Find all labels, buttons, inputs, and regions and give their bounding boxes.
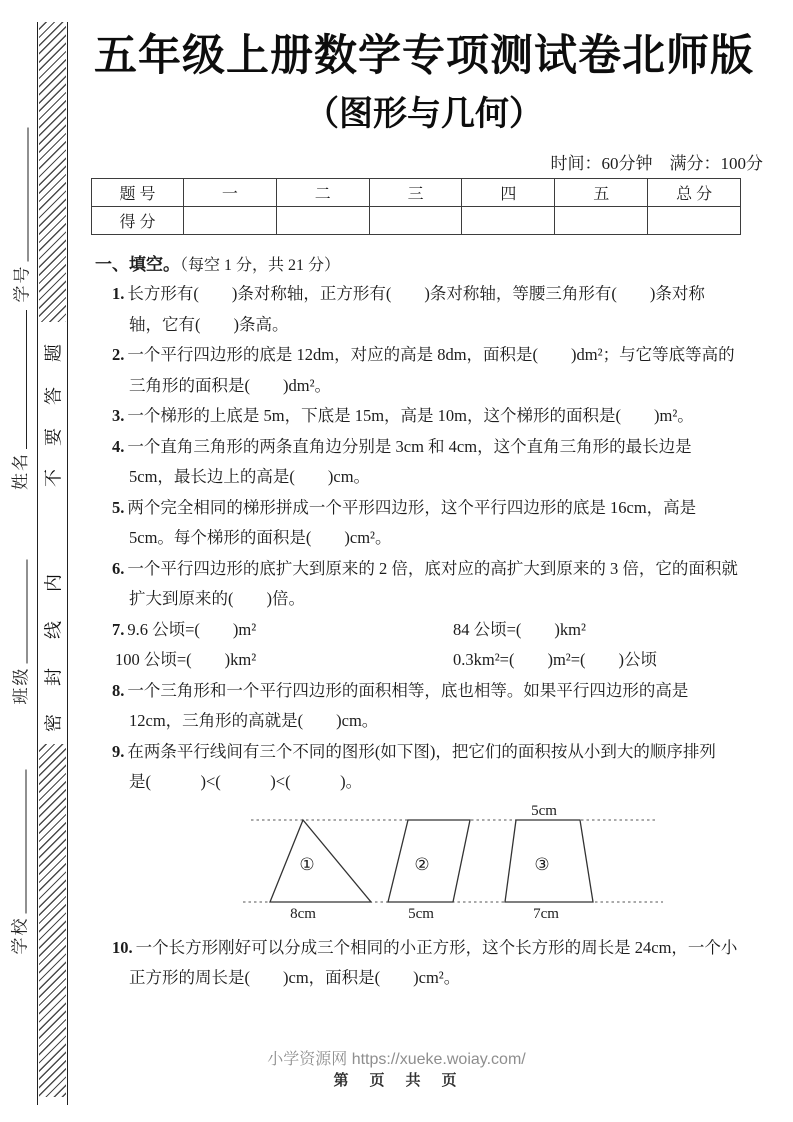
score-cell-empty: [648, 207, 741, 235]
question-number: 8.: [112, 680, 125, 700]
question-text: 扩大到原来的( )倍。: [129, 589, 305, 608]
question-number: 5.: [112, 497, 125, 517]
question-text: 在两条平行线间有三个不同的图形(如下图)，把它们的面积按从小到大的顺序排列: [127, 741, 716, 761]
exam-meta: 时间：60分钟 满分：100分: [550, 154, 763, 173]
question-text: 一个平行四边形的底扩大到原来的 2 倍，底对应的高扩大到原来的 3 倍，它的面积就: [127, 558, 738, 578]
seal-char: 要: [43, 428, 64, 446]
question-2: [85, 340, 763, 401]
score-row-label: 得 分: [92, 207, 184, 235]
question-text: 一个三角形和一个平行四边形的面积相等，底也相等。如果平行四边形的高是: [127, 680, 689, 700]
question-text: 12cm，三角形的高就是( )cm。: [129, 711, 379, 730]
question-number: 1.: [112, 284, 125, 303]
question-text: 一个平行四边形的底是 12dm，对应的高是 8dm，面积是( )dm²；与它等底等高的: [127, 345, 735, 364]
question-text: 一个梯形的上底是 5m，下底是 15m，高是 10m，这个梯形的面积是( )m²。: [127, 406, 694, 425]
class-field: [10, 560, 32, 705]
question-text: 轴，它有( )条高。: [129, 314, 289, 334]
student-number-blank-line: [28, 128, 29, 262]
triangle-shape: [270, 820, 371, 902]
score-table-cell: 一: [184, 179, 277, 207]
school-field: [9, 770, 31, 955]
score-table-score-row: [92, 207, 741, 235]
trapezoid-base-dimension: 7cm: [533, 905, 559, 922]
seal-char: 密: [43, 714, 64, 732]
score-table: [91, 178, 741, 235]
question-7: [85, 615, 763, 676]
shape-1-circled-number: ①: [299, 854, 315, 874]
score-cell-empty: [369, 207, 462, 235]
student-number-label: 学号: [12, 264, 32, 303]
question-text: 84 公顷=( )km²: [453, 619, 586, 639]
question-10: [85, 933, 763, 994]
class-blank-line: [27, 560, 28, 664]
section-note: （每空 1 分，共 21 分）: [180, 257, 341, 274]
question-1: [85, 279, 763, 340]
class-label: 班级: [11, 666, 31, 705]
score-table-cell: 三: [369, 179, 462, 207]
page-subtitle: （图形与几何）: [305, 95, 543, 133]
question-text: 三角形的面积是( )dm²。: [129, 375, 332, 395]
question-6: [85, 554, 763, 615]
student-name-field: [9, 310, 31, 490]
question-text: 正方形的周长是( )cm，面积是( )cm²。: [129, 968, 461, 987]
page-title: 五年级上册数学专项测试卷北师版: [94, 32, 754, 80]
student-number-field: [11, 128, 33, 303]
triangle-base-dimension: 8cm: [290, 905, 316, 922]
seal-char: 内: [43, 574, 64, 592]
question-text: 0.3km²=( )m²=( )公顷: [453, 650, 658, 669]
score-cell-empty: [276, 207, 369, 235]
seal-char: 不: [43, 469, 64, 487]
question-number: 4.: [112, 436, 125, 456]
section-heading: [95, 250, 763, 275]
question-number: 10.: [112, 937, 133, 957]
score-table-cell: 总 分: [648, 179, 741, 207]
question-5: [85, 493, 763, 554]
shape-3-circled-number: ③: [534, 854, 550, 874]
score-cell-empty: [184, 207, 277, 235]
question-text: 一个直角三角形的两条直角边分别是 3cm 和 4cm，这个直角三角形的最长边是: [127, 436, 692, 456]
question-number: 2.: [112, 345, 125, 364]
question-text: 9.6 公顷=( )m²: [127, 619, 257, 639]
question-text: 100 公顷=( )km²: [115, 650, 257, 669]
school-label: 学校: [10, 916, 30, 955]
score-table-cell: 四: [462, 179, 555, 207]
question-9: [85, 737, 763, 798]
question-number: 9.: [112, 741, 125, 761]
question-text: 长方形有( )条对称轴，正方形有( )条对称轴，等腰三角形有( )条对称: [127, 284, 705, 303]
seal-line-column: [37, 22, 68, 1105]
question-text: 5cm，最长边上的高是( )cm。: [129, 467, 371, 486]
school-blank-line: [26, 770, 27, 914]
student-name-blank-line: [26, 310, 27, 449]
score-table-cell: 题 号: [92, 179, 184, 207]
score-cell-empty: [555, 207, 648, 235]
footer-site-url: 小学资源网 https://xueke.woiay.com/: [267, 1051, 526, 1068]
seal-char: 题: [43, 344, 64, 362]
footer-page-number: 第 页 共 页: [333, 1073, 460, 1089]
trapezoid-top-dimension: 5cm: [531, 803, 557, 819]
section-title: 一、填空。: [95, 255, 180, 274]
question-text: 一个长方形刚好可以分成三个相同的小正方形，这个长方形的周长是 24cm，一个小: [135, 937, 738, 957]
parallel-lines-shapes-figure: [243, 804, 667, 924]
hatch-pattern-bottom: [39, 744, 66, 1097]
question-4: [85, 432, 763, 493]
question-3: [85, 401, 763, 432]
hatch-pattern-top: [39, 22, 66, 322]
student-name-label: 姓名: [11, 452, 30, 490]
score-table-cell: 二: [276, 179, 369, 207]
question-text: 5cm。每个梯形的面积是( )cm²。: [129, 528, 392, 547]
question-number: 3.: [112, 406, 125, 425]
question-text: 两个完全相同的梯形拼成一个平形四边形，这个平行四边形的底是 16cm，高是: [127, 497, 697, 517]
score-cell-empty: [462, 207, 555, 235]
question-8: [85, 676, 763, 737]
shape-2-circled-number: ②: [414, 854, 430, 874]
question-text: 是( )<( )<( )。: [129, 772, 363, 791]
seal-char: 答: [43, 387, 64, 405]
question-number: 6.: [112, 558, 125, 578]
score-table-cell: 五: [555, 179, 648, 207]
main-content: [85, 30, 763, 994]
seal-char: 封: [43, 668, 64, 686]
question-number: 7.: [112, 619, 125, 639]
seal-char: 线: [43, 621, 64, 639]
question-9-figure: [243, 804, 763, 929]
score-table-header-row: [92, 179, 741, 207]
parallelogram-base-dimension: 5cm: [408, 905, 434, 922]
